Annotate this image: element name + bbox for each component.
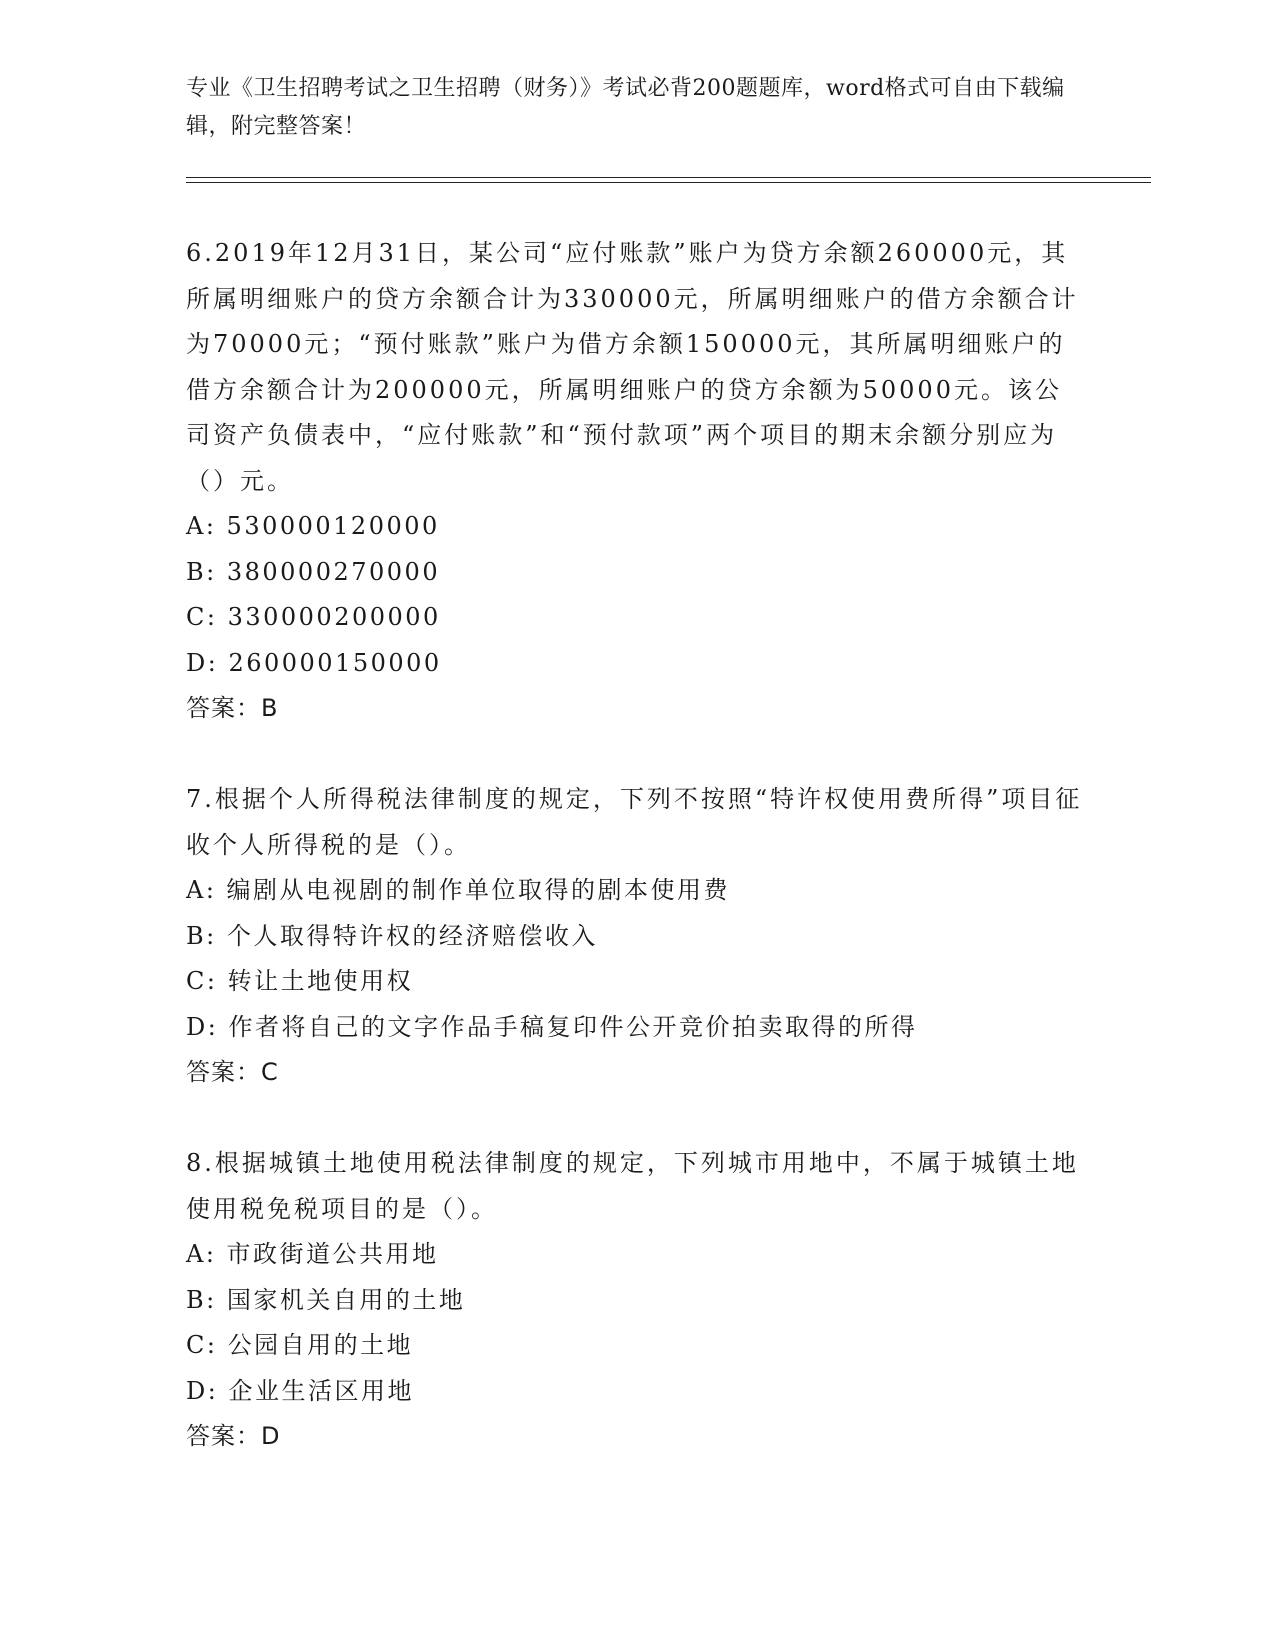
question-7 [186,777,1086,1096]
question-stem: 8.根据城镇土地使用税法律制度的规定，下列城市用地中，不属于城镇土地使用税免税项目的是（）。 [186,1149,1079,1223]
option-a: A: 市政街道公共用地 [186,1240,439,1268]
question-8 [186,1141,1086,1460]
option-a: A: 530000120000 [186,512,440,540]
option-b: B: 个人取得特许权的经济赔偿收入 [186,921,598,950]
document-header: 专业《卫生招聘考试之卫生招聘（财务）》考试必背200题题库，word格式可自由下载编辑，附完整答案！ [186,76,1065,139]
option-c: C: 330000200000 [186,603,441,631]
answer: 答案：C [186,1058,279,1086]
option-b: B: 国家机关自用的土地 [186,1285,466,1314]
option-c: C: 转让土地使用权 [186,967,414,995]
option-b: B: 380000270000 [186,557,441,586]
option-d: D: 260000150000 [186,648,442,677]
answer: 答案：B [186,694,279,722]
option-d: D: 企业生活区用地 [186,1376,414,1405]
header-rule-bottom [186,182,1151,183]
answer: 答案：D [186,1422,281,1450]
option-d: D: 作者将自己的文字作品手稿复印件公开竞价拍卖取得的所得 [186,1012,918,1041]
question-6 [186,231,1086,732]
question-stem: 7.根据个人所得税法律制度的规定，下列不按照“特许权使用费所得”项目征收个人所得税的是（）。 [186,785,1083,859]
header-rule-top [186,177,1151,178]
question-stem: 6.2019年12月31日，某公司“应付账款”账户为贷方余额260000元，其所属明细账户的贷方余额合计为330000元，所属明细账户的借方余额合计为70000元；“预付账款”账户为借方余额150000元，其所属明细账户的借方余额合计为200000元，所属明细账户的贷方余额为50000元。该公司资产负债表中，“应付账款”和“预付款项”两个项目的期末余额分别应为（）元。 [186,239,1079,495]
option-c: C: 公园自用的土地 [186,1331,414,1359]
option-a: A: 编剧从电视剧的制作单位取得的剧本使用费 [186,876,731,904]
